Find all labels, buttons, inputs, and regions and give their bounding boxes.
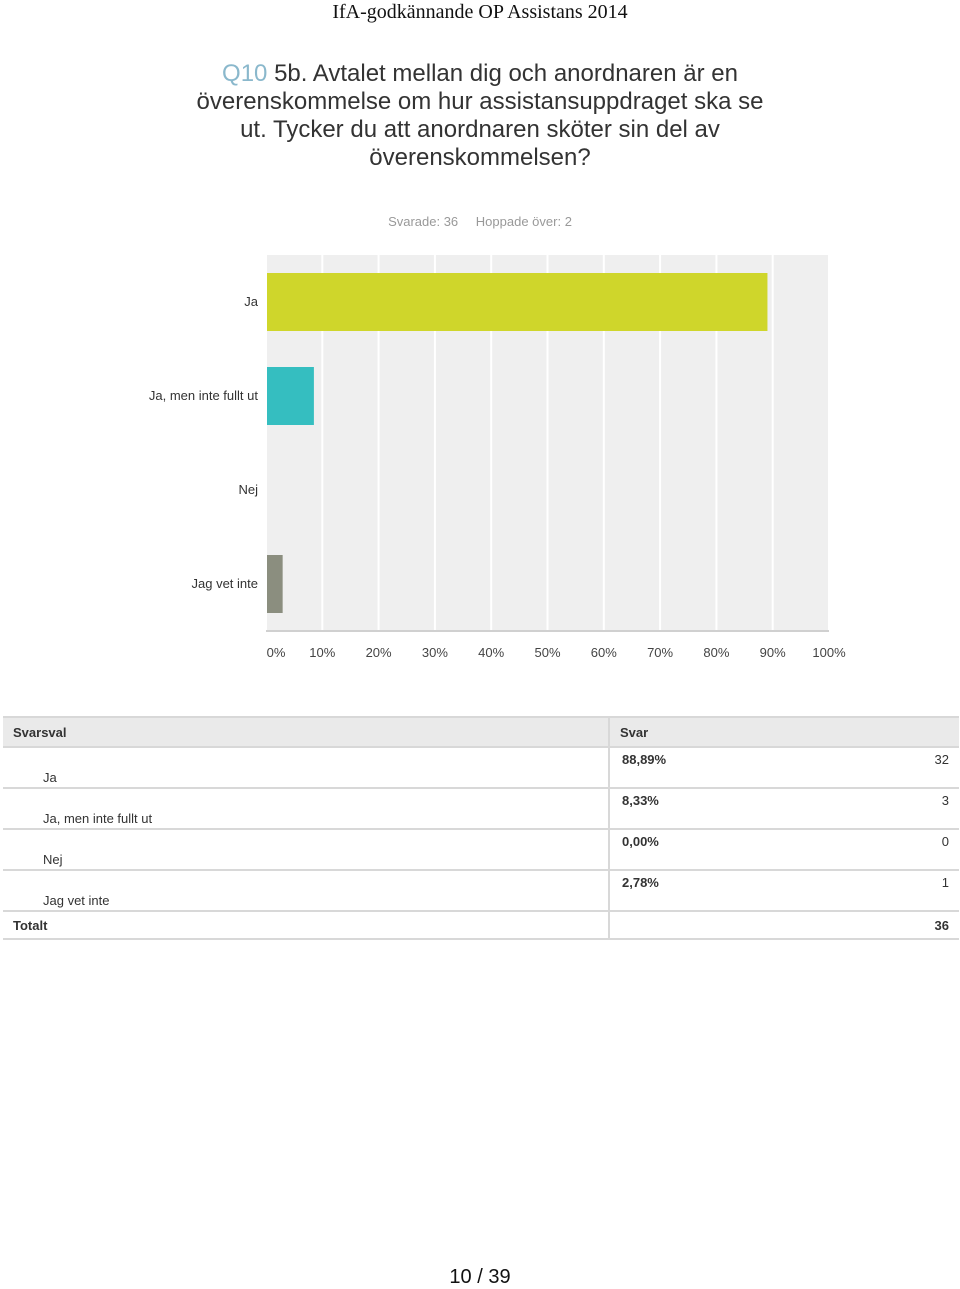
results-table [3,716,959,940]
row-choice: Nej [3,829,609,870]
table-row [3,747,959,788]
header-choice: Svarsval [3,717,609,747]
total-blank [609,911,854,939]
row-percent: 88,89% [609,747,854,788]
skipped-count: Hoppade över: 2 [475,214,572,229]
question-number: Q10 [222,60,268,87]
x-tick-label: 90% [759,645,786,660]
page-number: 10 / 39 [449,1266,511,1288]
question-title [180,60,780,172]
bar [267,367,314,425]
table-header-row [3,717,959,747]
row-count: 1 [854,870,959,911]
table-row [3,870,959,911]
x-tick-label: 70% [647,645,674,660]
row-choice: Ja, men inte fullt ut [3,788,609,829]
row-percent: 2,78% [609,870,854,911]
total-label: Totalt [3,911,609,939]
x-tick-label: 50% [534,645,561,660]
response-stats [0,214,960,229]
bar [267,273,767,331]
x-tick-label: 0% [266,645,286,660]
table-row [3,788,959,829]
row-choice: Ja [3,747,609,788]
x-tick-label: 20% [365,645,392,660]
row-choice: Jag vet inte [3,870,609,911]
total-value: 36 [854,911,959,939]
row-percent: 8,33% [609,788,854,829]
question-text: 5b. Avtalet mellan dig och anordnaren är en överenskommelse om hur assistansuppdraget ska se ut. Tycker du att anordnaren sköter sin del av överenskommelsen? [196,60,764,171]
answered-count: Svarade: 36 [388,214,459,229]
document-header: IfA-godkännande OP Assistans 2014 [332,1,628,23]
category-label: Nej [238,482,258,497]
x-tick-label: 80% [703,645,730,660]
row-count: 32 [854,747,959,788]
row-percent: 0,00% [609,829,854,870]
bar [267,555,283,613]
header-answer: Svar [609,717,959,747]
x-tick-label: 10% [309,645,336,660]
total-row [3,911,959,939]
category-label: Jag vet inte [191,576,258,591]
x-tick-label: 100% [812,645,846,660]
category-label: Ja, men inte fullt ut [148,388,258,403]
x-tick-label: 30% [421,645,448,660]
row-count: 3 [854,788,959,829]
row-count: 0 [854,829,959,870]
x-tick-label: 40% [478,645,505,660]
category-label: Ja [244,294,258,309]
x-tick-label: 60% [590,645,617,660]
table-row [3,829,959,870]
